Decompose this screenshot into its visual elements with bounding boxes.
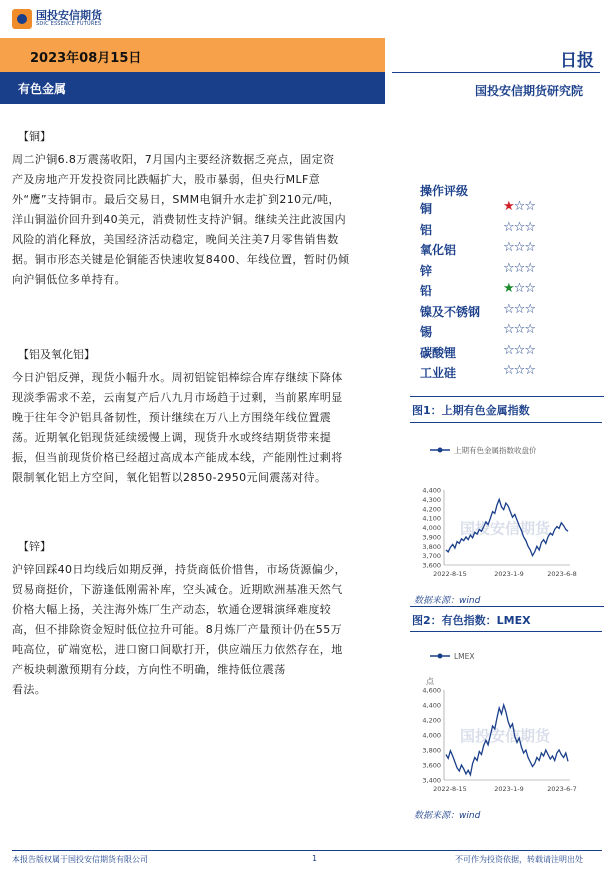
legend-marker — [438, 654, 443, 659]
rating-metal-name: 锌 — [420, 263, 433, 278]
rating-row — [420, 344, 550, 362]
empty-star-icon: ☆ — [513, 240, 525, 255]
empty-star-icon: ☆ — [524, 219, 535, 235]
body-line: 看法。 — [12, 683, 47, 696]
x-tick-label: 2022-8-15 — [433, 570, 467, 578]
empty-star-icon: ☆ — [524, 322, 535, 337]
section-body-copper — [12, 150, 397, 290]
section-body-zinc — [12, 560, 397, 700]
report-date: 2023年08月15日 — [30, 51, 142, 66]
body-line: 晚于往年令沪铝具备韧性，预计继续在万八上方围绕年线位置震 — [12, 411, 332, 424]
y-tick-label: 4,400 — [422, 486, 441, 495]
empty-star-icon: ☆ — [524, 281, 535, 296]
logo-text: 国投安信期货 — [36, 9, 102, 22]
watermark-text: 国投安信期货 — [460, 727, 551, 745]
figure-2-svg — [410, 640, 602, 800]
figure-2-source: 数据来源：wind — [414, 811, 481, 821]
rating-metal-name: 铅 — [420, 284, 433, 298]
figure-1-svg — [410, 430, 602, 588]
x-tick-label: 2023-6-8 — [547, 570, 577, 578]
figure-1-chart — [410, 430, 602, 588]
empty-star-icon: ☆ — [513, 260, 525, 276]
empty-star-icon: ☆ — [503, 322, 514, 337]
empty-star-icon: ☆ — [513, 301, 525, 317]
rating-row — [420, 221, 550, 239]
rating-row — [420, 241, 550, 259]
body-line: 高，但不排除资金短时低位拉升可能。8月炼厂产量预计仍在55万 — [12, 623, 342, 636]
watermark-text: 国投安信期货 — [460, 519, 551, 538]
empty-star-icon: ☆ — [524, 363, 535, 378]
footer-divider — [12, 850, 602, 851]
empty-star-icon: ☆ — [503, 219, 514, 235]
rating-row — [420, 323, 550, 341]
y-tick-label: 4,200 — [422, 716, 441, 725]
section-title-zinc: 【锌】 — [18, 540, 51, 553]
figure-2-title: 图2：有色指数：LMEX — [412, 612, 602, 628]
rating-panel-title: 操作评级 — [420, 184, 469, 198]
empty-star-icon: ☆ — [503, 301, 514, 317]
empty-star-icon: ☆ — [513, 322, 525, 337]
filled-star-icon: ★ — [503, 281, 514, 296]
body-line: 洋山铜溢价回升到40美元，消费韧性支持沪铜。继续关注此波国内 — [12, 213, 346, 226]
section-body-aluminium — [12, 368, 397, 488]
y-tick-label: 4,400 — [422, 701, 441, 710]
empty-star-icon: ☆ — [524, 301, 535, 317]
rating-metal-name: 工业硅 — [420, 366, 457, 380]
page-number: 1 — [312, 854, 318, 863]
rating-metal-name: 铝 — [420, 222, 433, 237]
rating-row — [420, 200, 550, 218]
y-tick-label: 3,900 — [422, 533, 441, 542]
rating-stars — [503, 363, 535, 378]
legend-label: 上期有色金属指数收盘价 — [454, 446, 537, 455]
empty-star-icon: ☆ — [524, 240, 535, 255]
y-tick-label: 4,100 — [422, 514, 441, 523]
logo-mark-icon — [12, 9, 32, 29]
footer-disclaimer: 不可作为投资依据，转载请注明出处 — [455, 855, 583, 864]
rating-metal-name: 氧化铝 — [420, 243, 457, 257]
filled-star-icon: ★ — [503, 199, 514, 214]
y-tick-label: 4,200 — [422, 505, 441, 514]
body-line: 今日沪铝反弹，现货小幅升水。周初铝锭铝棒综合库存继续下降体 — [12, 371, 343, 384]
y-tick-label: 3,600 — [422, 761, 441, 770]
x-tick-label: 2023-6-7 — [547, 785, 577, 793]
y-tick-label: 3,600 — [422, 561, 441, 570]
empty-star-icon: ☆ — [513, 199, 525, 214]
empty-star-icon: ☆ — [503, 240, 514, 255]
rating-metal-name: 铜 — [420, 202, 433, 216]
body-line: 产及房地产开发投资同比跌幅扩大，股市暴弱，但央行MLF意 — [12, 173, 321, 186]
body-line: 限制氧化铝上方空间，氧化铝暂以2850-2950元间震荡对待。 — [12, 471, 327, 484]
x-tick-label: 2023-1-9 — [494, 570, 524, 578]
axis-unit-label: 点 — [426, 677, 434, 686]
header-divider — [392, 72, 600, 73]
logo-subtext: SDIC ESSENCE FUTURES — [36, 21, 102, 27]
body-line: 荡。近期氧化铝现货延续缓慢上调，现货升水或终结期货带来提 — [12, 431, 332, 444]
body-line: 现淡季需求不差，云南复产后八九月市场趋于过剩，当前累库明显 — [12, 391, 343, 404]
y-tick-label: 4,000 — [422, 524, 441, 532]
figure-1-title: 图1：上期有色金属指数 — [412, 402, 602, 418]
section-title-copper: 【铜】 — [18, 130, 51, 143]
empty-star-icon: ☆ — [503, 342, 514, 358]
empty-star-icon: ☆ — [524, 260, 535, 276]
rating-row — [420, 364, 550, 382]
rating-stars — [503, 220, 535, 235]
footer-copyright: 本报告版权属于国投安信期货有限公司 — [12, 855, 148, 864]
rating-row — [420, 303, 550, 321]
rating-row — [420, 282, 550, 300]
rating-stars — [503, 240, 535, 255]
y-tick-label: 3,400 — [422, 776, 441, 785]
empty-star-icon: ☆ — [513, 363, 525, 378]
y-tick-label: 4,000 — [422, 731, 441, 740]
body-line: 向沪铜低位多单持有。 — [12, 273, 126, 286]
y-tick-label: 3,800 — [422, 746, 441, 755]
rating-stars — [503, 199, 535, 214]
empty-star-icon: ☆ — [503, 363, 514, 378]
sector-title: 有色金属 — [18, 82, 67, 96]
y-tick-label: 3,700 — [422, 552, 441, 561]
x-tick-label: 2022-8-15 — [433, 785, 467, 793]
y-tick-label: 4,300 — [422, 495, 441, 504]
empty-star-icon: ☆ — [524, 199, 535, 214]
rating-row — [420, 262, 550, 280]
body-line: 产板块刺激预期有分歧，方向性不明确，维持低位震荡 — [12, 663, 286, 676]
rating-metal-name: 镍及不锈钢 — [420, 304, 481, 319]
rating-stars — [503, 281, 535, 296]
figure-2-rule — [410, 631, 602, 632]
rating-stars — [503, 261, 535, 276]
body-line: 沪锌回踩40日均线后如期反弹，持货商低价惜售，市场货源偏少， — [12, 563, 346, 576]
y-tick-label: 3,800 — [422, 542, 441, 551]
rating-stars — [503, 322, 535, 337]
figure-2-chart — [410, 640, 602, 800]
body-line: 振，但当前现货价格已经超过高成本产能成本线，产能刚性过剩将 — [12, 451, 343, 464]
company-logo — [12, 7, 102, 33]
x-tick-label: 2023-1-9 — [494, 785, 524, 793]
y-tick-label: 4,600 — [422, 686, 441, 695]
legend-label: LMEX — [454, 652, 475, 661]
institute-name: 国投安信期货研究院 — [475, 84, 584, 98]
empty-star-icon: ☆ — [513, 219, 525, 235]
figure-1-rule — [410, 422, 602, 423]
body-line: 风险的消化释放，美国经济活动稳定，晚间关注美7月零售销售数 — [12, 233, 339, 246]
body-line: 外“鹰”支持铜市。最后交易日，SMM电铜升水走扩到210元/吨， — [12, 193, 340, 206]
body-line: 贸易商挺价，下游逢低刚需补库，空头减仓。近期欧洲基准天然气 — [12, 583, 343, 596]
body-line: 据。铜市形态关键是伦铜能否快速收复8400、年线位置，暂时仍倾 — [12, 253, 350, 266]
legend-marker — [438, 448, 443, 453]
rating-metal-name: 碳酸锂 — [420, 345, 457, 360]
rating-stars — [503, 302, 535, 317]
rating-stars — [503, 343, 535, 358]
section-title-aluminium: 【铝及氧化铝】 — [18, 348, 95, 361]
body-line: 周二沪铜6.8万震荡收阳，7月国内主要经济数据乏亮点，固定资 — [12, 153, 335, 166]
empty-star-icon: ☆ — [524, 342, 535, 358]
empty-star-icon: ☆ — [503, 260, 514, 276]
empty-star-icon: ☆ — [513, 342, 525, 358]
rating-metal-name: 锡 — [420, 325, 433, 339]
body-line: 价格大幅上扬，关注海外炼厂生产动态，软通仓逻辑演绎难度较 — [12, 603, 332, 616]
empty-star-icon: ☆ — [513, 281, 525, 296]
report-type: 日报 — [560, 51, 594, 71]
figure-1-source: 数据来源：wind — [414, 596, 481, 606]
body-line: 吨高位，矿端宽松，进口窗口间歇打开，供应端压力依然存在，地 — [12, 643, 343, 656]
